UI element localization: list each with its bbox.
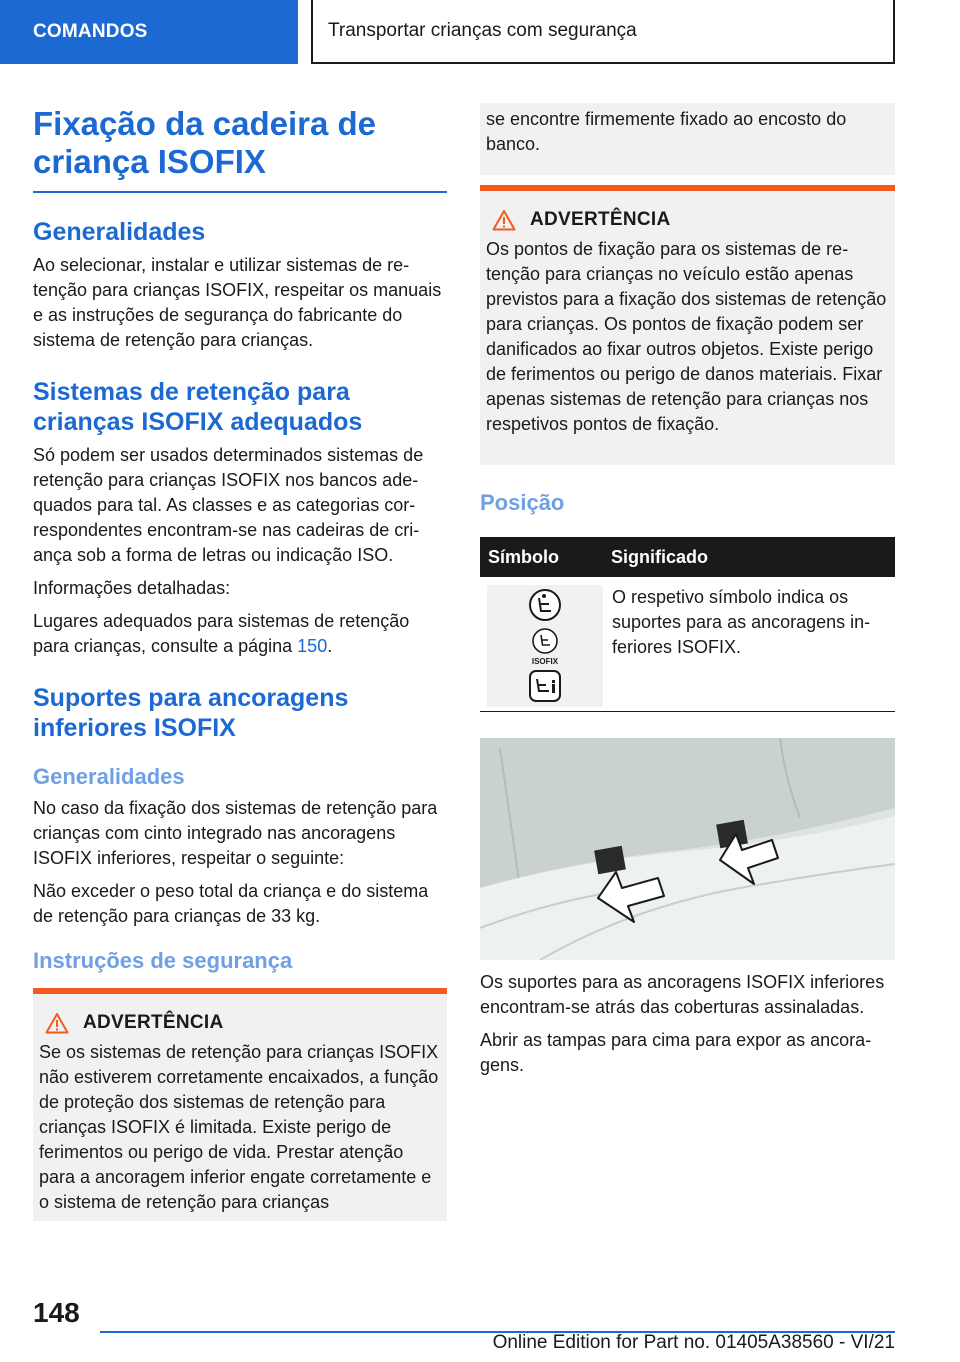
paragraph-suportes-2: Não exceder o peso total da criança e do sistema de retenção para crianças de 33 kg.: [33, 881, 429, 926]
warning-triangle-icon: [45, 1012, 69, 1034]
warning-label: ADVERTÊNCIA: [83, 1012, 224, 1033]
page-title: Fixação da cadeira de criança ISOFIX: [33, 105, 447, 193]
warning-box-right: [480, 185, 895, 465]
footer-edition: Online Edition for Part no. 01405A38560 - VI/21: [492, 1332, 895, 1353]
column-header-meaning: Significado: [611, 546, 709, 567]
warning-triangle-icon: [492, 209, 516, 231]
isofix-symbols-icon: [487, 585, 603, 707]
section-tab[interactable]: [0, 0, 298, 64]
symbol-table: [480, 537, 895, 707]
meaning-text: O respetivo símbolo indica os suportes para as ancoragens inferiores ISOFIX.: [612, 587, 871, 657]
warning-text: Os pontos de fixação para os sistemas de retenção para crianças no veículo estão apenas previstos para a fixação dos sistemas de retenção para crianças. Os pontos de fixação podem ser danificados ao fixar outros objetos. Existe perigo de ferimentos ou perigo de danos materiais. Fixar apenas sistemas de retenção para crianças nos respetivos pontos de fixação.: [486, 239, 887, 434]
reference-text: Lugares adequados para sistemas de retenção para crianças, consulte a página: [33, 611, 410, 656]
seat-illustration: [480, 738, 895, 960]
table-header: [480, 537, 895, 577]
subheading-generalidades: Generalidades: [33, 764, 185, 789]
caption-paragraph-1: Os suportes para as ancoragens ISOFIX inferiores encontram-se atrás das coberturas assinaladas.: [480, 972, 885, 1017]
warning-box-left: [33, 988, 447, 1221]
photo-caption: [480, 970, 895, 1086]
chapter-title-text: Transportar crianças com segurança: [328, 20, 637, 41]
heading-sistemas-adequados: Sistemas de retenção para crianças ISOFIX adequados: [33, 378, 363, 436]
warning-header: [492, 209, 887, 231]
caption-paragraph-2: Abrir as tampas para cima para expor as ancoragens.: [480, 1030, 872, 1075]
subheading-seguranca: Instruções de segurança: [33, 948, 293, 973]
isofix-label: ISOFIX: [531, 657, 559, 666]
rear-seat-isofix-photo: [480, 738, 895, 960]
paragraph-suportes-1: No caso da fixação dos sistemas de retenção para crianças com cinto integrado nas ancoragens ISOFIX inferiores, respeitar o seguinte:: [33, 798, 438, 868]
continued-warning-box: [480, 103, 895, 175]
continued-warning-text: se encontre firmemente fixado ao encosto do banco.: [486, 109, 847, 154]
page-number: 148: [33, 1297, 80, 1328]
column-header-symbol: Símbolo: [488, 546, 559, 567]
warning-header: [45, 1012, 439, 1034]
heading-suportes: Suportes para ancoragens inferiores ISOFIX: [33, 684, 349, 742]
reference-end: .: [327, 636, 333, 656]
paragraph-info: Informações detalhadas:: [33, 578, 231, 598]
heading-generalidades: Generalidades: [33, 218, 206, 246]
heading-posicao: Posição: [480, 490, 565, 515]
left-column: [33, 105, 447, 1221]
symbol-cell: [487, 585, 603, 707]
paragraph-general: Ao selecionar, instalar e utilizar sistemas de retenção para crianças ISOFIX, respeitar os manuais e as instruções de segurança do fabricante do sistema de retenção para crianças.: [33, 255, 442, 350]
warning-label: ADVERTÊNCIA: [530, 209, 671, 230]
chapter-title: [311, 0, 895, 64]
paragraph-reference: [33, 609, 447, 659]
warning-text: Se os sistemas de retenção para crianças ISOFIX não estiverem corretamente encaixados, a função de proteção dos sistemas de retenção para crianças ISOFIX é limitada. Existe perigo de ferimentos ou perigo de vida. Prestar atenção para a ancoragem inferior engate corretamente e o sistema de retenção para crianças: [39, 1042, 439, 1212]
page-reference-link[interactable]: 150: [297, 636, 328, 656]
table-row: [480, 577, 895, 707]
paragraph-sistemas: Só podem ser usados determinados sistemas de retenção para crianças ISOFIX nos bancos adequados para tal. As classes e as categorias correspondentes encontram-se nas cadeiras de criança sob a forma de letras ou indicação ISO.: [33, 445, 424, 565]
section-label: COMANDOS: [33, 21, 148, 42]
table-rule: [480, 711, 895, 712]
